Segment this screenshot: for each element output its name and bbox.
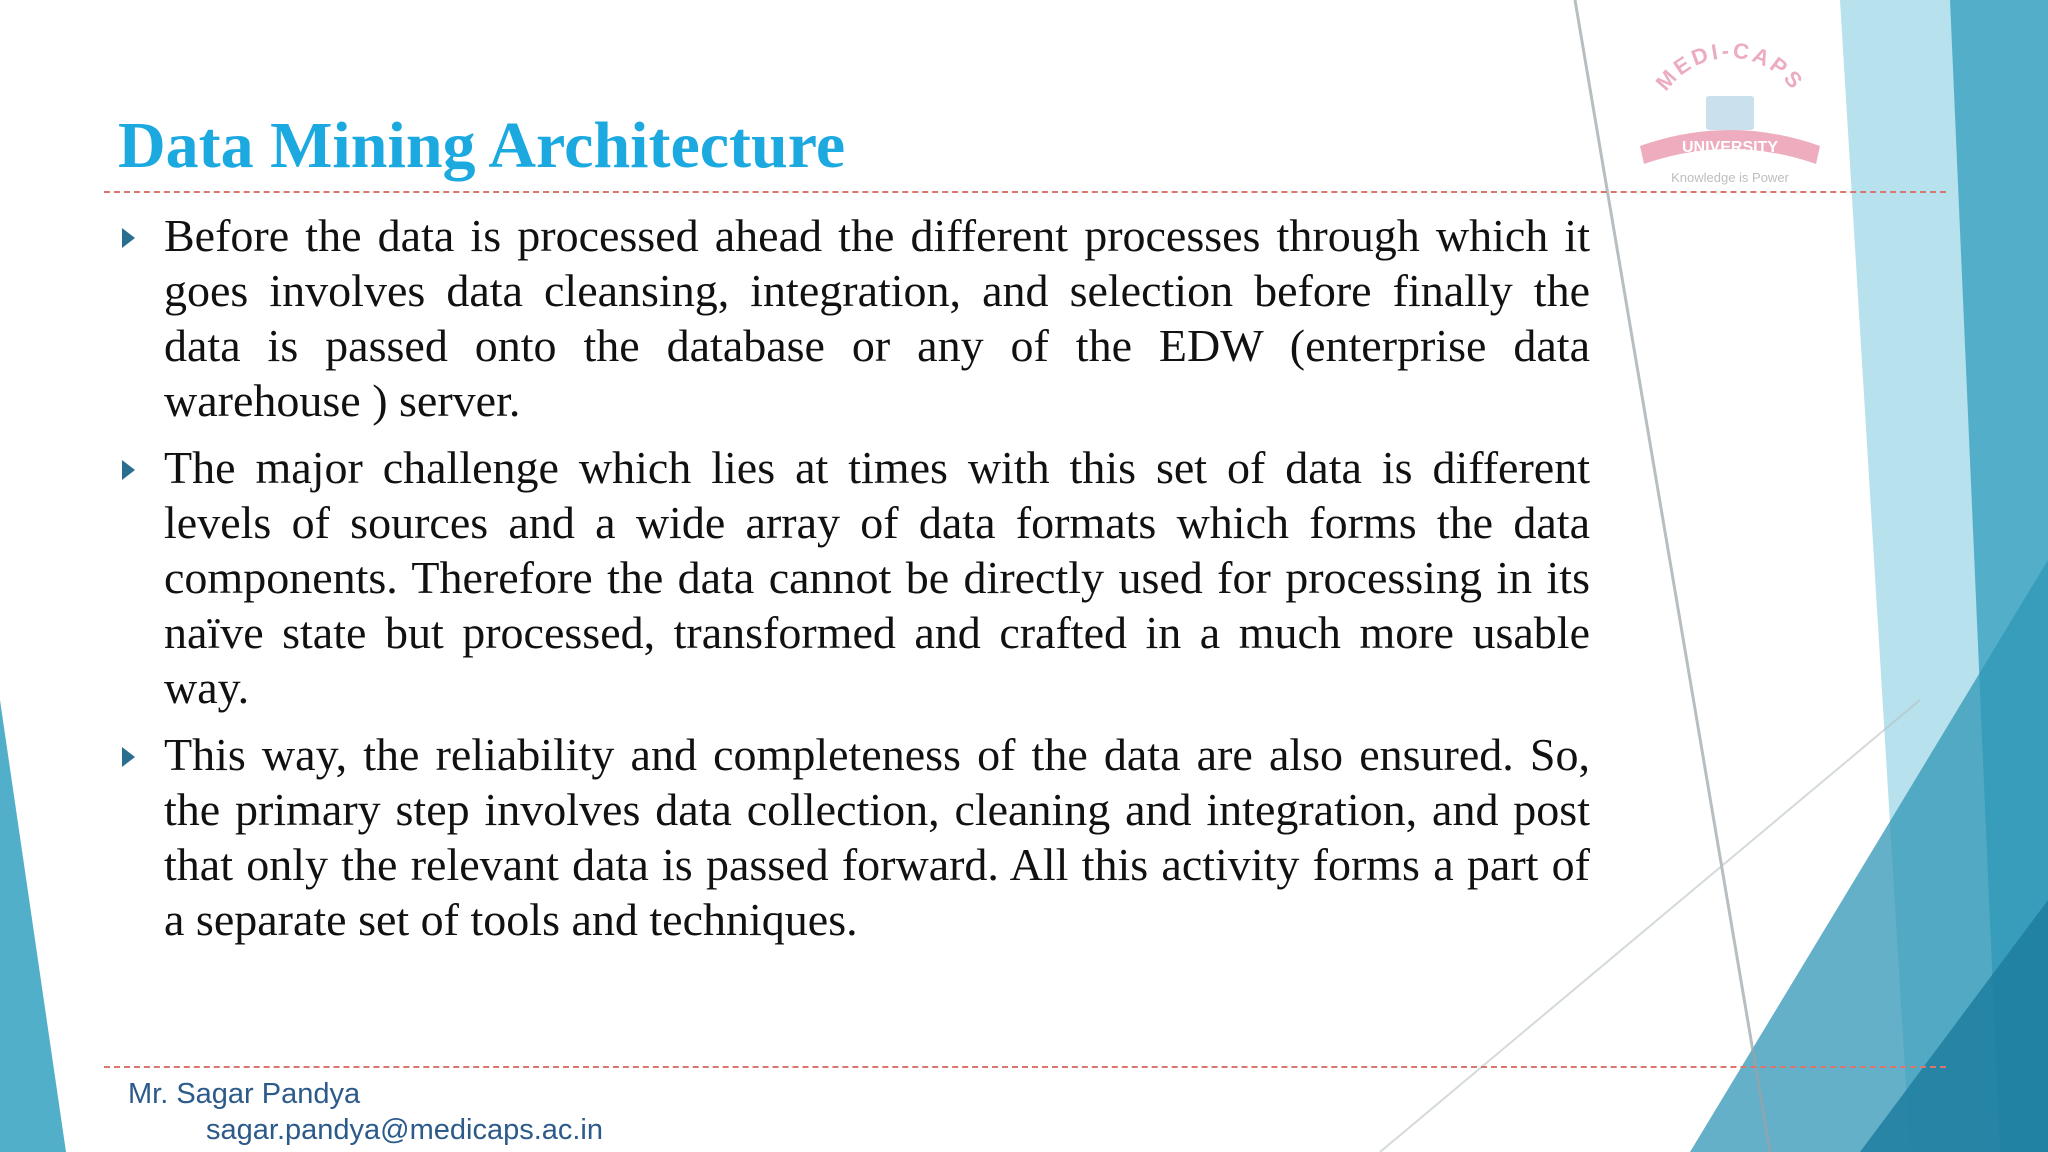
triangle-bullet-icon bbox=[122, 228, 135, 248]
slide-title: Data Mining Architecture bbox=[118, 109, 846, 182]
bullet-text: This way, the reliability and completeness of the data are also ensured. So, the primary step involves data collection, cleaning and integration, and post that only the relevant data is passed forward. All this activity forms a part of a separate set of tools and techniques. bbox=[164, 729, 1590, 945]
bullet-list bbox=[118, 208, 1590, 959]
logo-ribbon-text: UNIVERSITY bbox=[1681, 139, 1779, 156]
logo-arc-text: MEDI-CAPS bbox=[1650, 37, 1810, 96]
title-divider bbox=[104, 191, 1946, 193]
bullet-item bbox=[118, 440, 1590, 715]
bullet-item bbox=[118, 727, 1590, 947]
triangle-bullet-icon bbox=[122, 747, 135, 767]
bullet-item bbox=[118, 208, 1590, 428]
left-teal-shape bbox=[0, 700, 66, 1152]
bullet-text: The major challenge which lies at times with this set of data is different levels of sources and a wide array of data formats which forms the data components. Therefore the data cannot be directly used for processing in its naïve state but processed, transformed and crafted in a much more usable way. bbox=[164, 442, 1590, 713]
footer-author-email: sagar.pandya@medicaps.ac.in bbox=[206, 1114, 604, 1146]
logo-tagline: Knowledge is Power bbox=[1671, 170, 1789, 185]
footer-divider bbox=[104, 1066, 1946, 1068]
medicaps-university-logo bbox=[1620, 34, 1840, 190]
svg-text:MEDI-CAPS bbox=[1651, 38, 1810, 96]
bullet-text: Before the data is processed ahead the different processes through which it goes involves data cleansing, integration, and selection before finally the data is passed onto the database or any of the EDW (enterprise data warehouse ) server. bbox=[164, 210, 1590, 426]
triangle-bullet-icon bbox=[122, 460, 135, 480]
logo-book-icon bbox=[1706, 96, 1754, 130]
footer-author-name: Mr. Sagar Pandya bbox=[128, 1078, 361, 1110]
